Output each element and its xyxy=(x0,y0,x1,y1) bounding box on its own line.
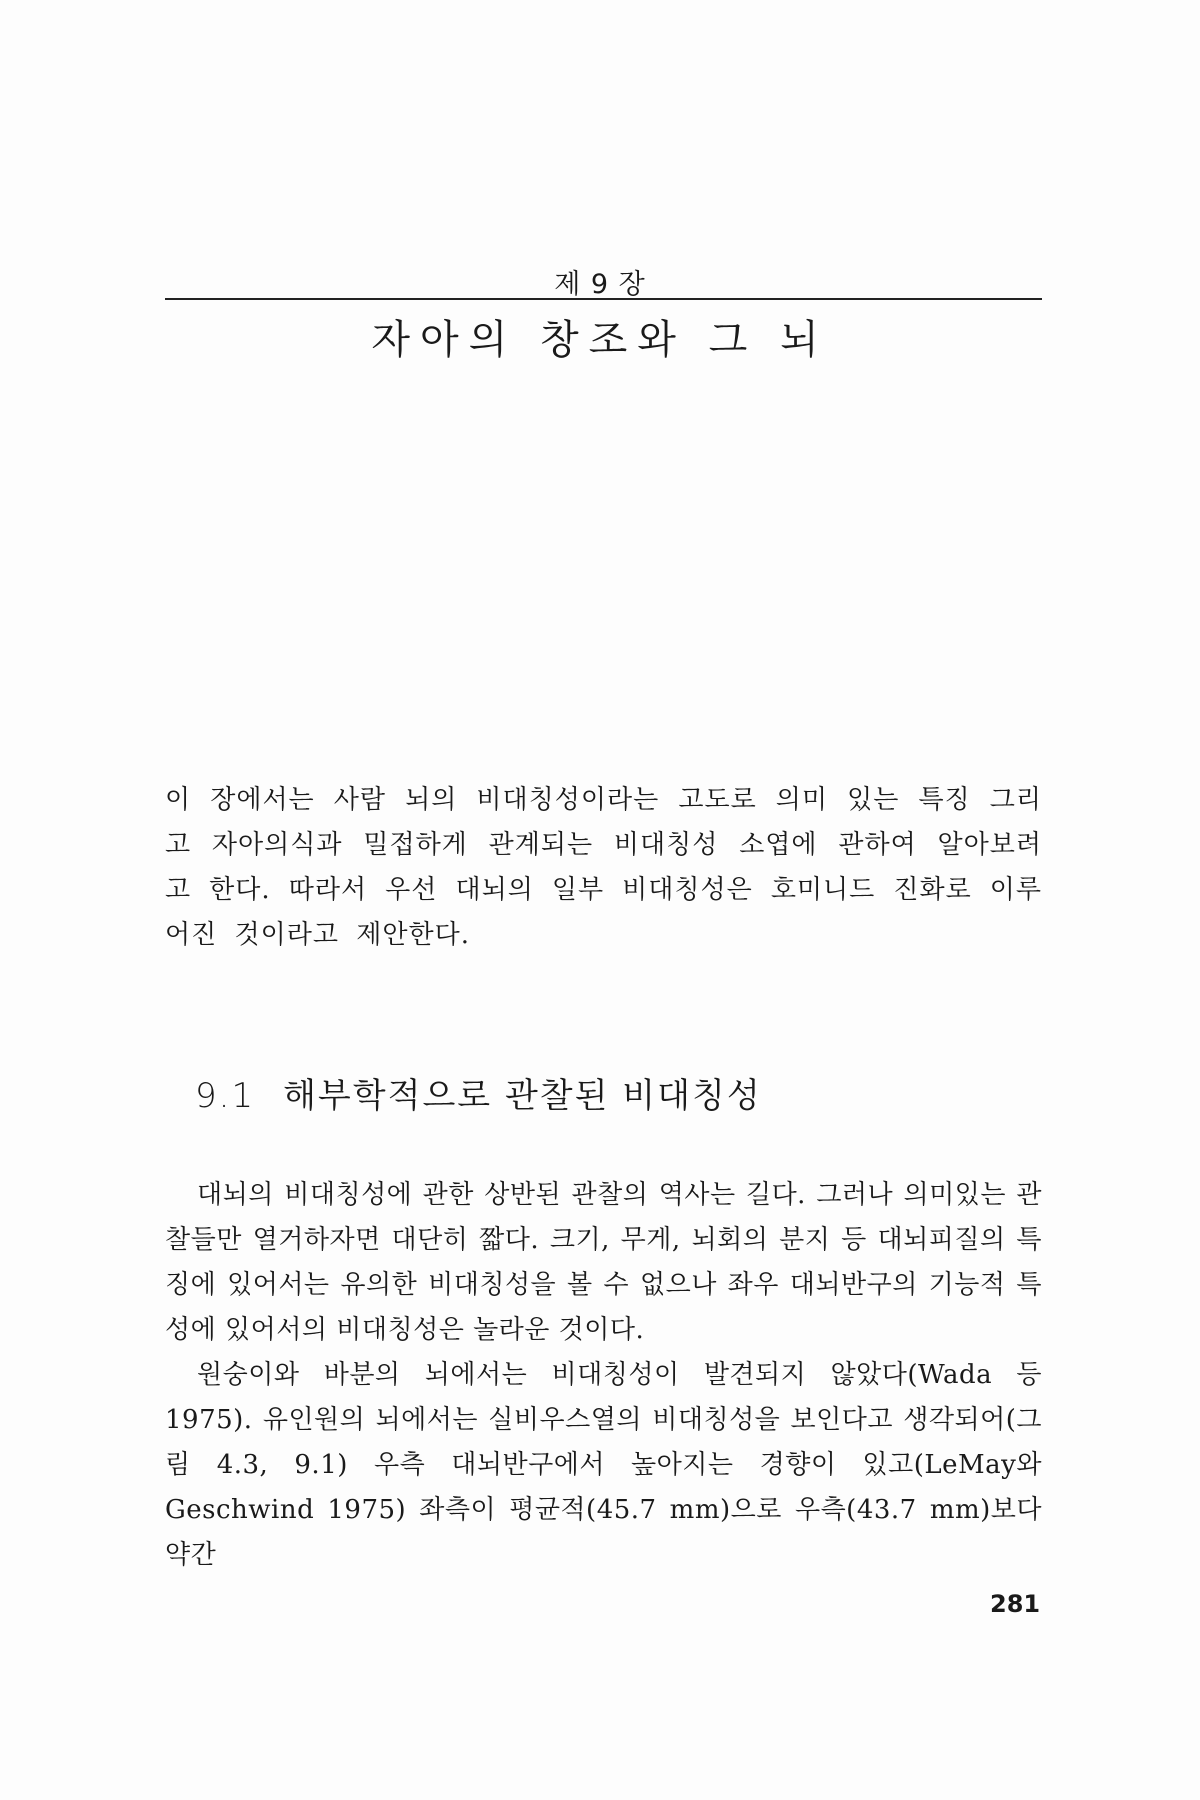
chapter-label: 제 9 장 xyxy=(554,269,646,300)
section-heading xyxy=(195,1068,762,1117)
body-paragraph: 원숭이와 바분의 뇌에서는 비대칭성이 발견되지 않았다(Wada 등 1975). 유인원의 뇌에서는 실비우스열의 비대칭성을 보인다고 생각되어(그림 4.3, 9.1) 우측 대뇌반구에서 높아지는 경향이 있고(LeMay와 Geschwind 1975) 좌측이 평균적(45.7 mm)으로 우측(43.7 mm)보다 약간 xyxy=(165,1360,1042,1570)
body-paragraph: 대뇌의 비대칭성에 관한 상반된 관찰의 역사는 길다. 그러나 의미있는 관찰들만 열거하자면 대단히 짧다. 크기, 무게, 뇌회의 분지 등 대뇌피질의 특징에 있어서는 유의한 비대칭성을 볼 수 없으나 좌우 대뇌반구의 기능적 특성에 있어서의 비대칭성은 놀라운 것이다. xyxy=(165,1180,1042,1345)
chapter-title: 자아의 창조와 그 뇌 xyxy=(371,317,829,363)
section-title: 해부학적으로 관찰된 비대칭성 xyxy=(283,1076,762,1116)
intro-paragraph: 이 장에서는 사람 뇌의 비대칭성이라는 고도로 의미 있는 특징 그리고 자아의식과 밀접하게 관계되는 비대칭성 소엽에 관하여 알아보려고 한다. 따라서 우선 대뇌의 일부 비대칭성은 호미니드 진화로 이루어진 것이라고 제안한다. xyxy=(165,785,1042,950)
chapter-divider xyxy=(165,298,1042,300)
section-body xyxy=(165,1173,1042,1578)
section-number: 9.1 xyxy=(195,1076,256,1116)
page-number: 281 xyxy=(990,1590,1041,1618)
